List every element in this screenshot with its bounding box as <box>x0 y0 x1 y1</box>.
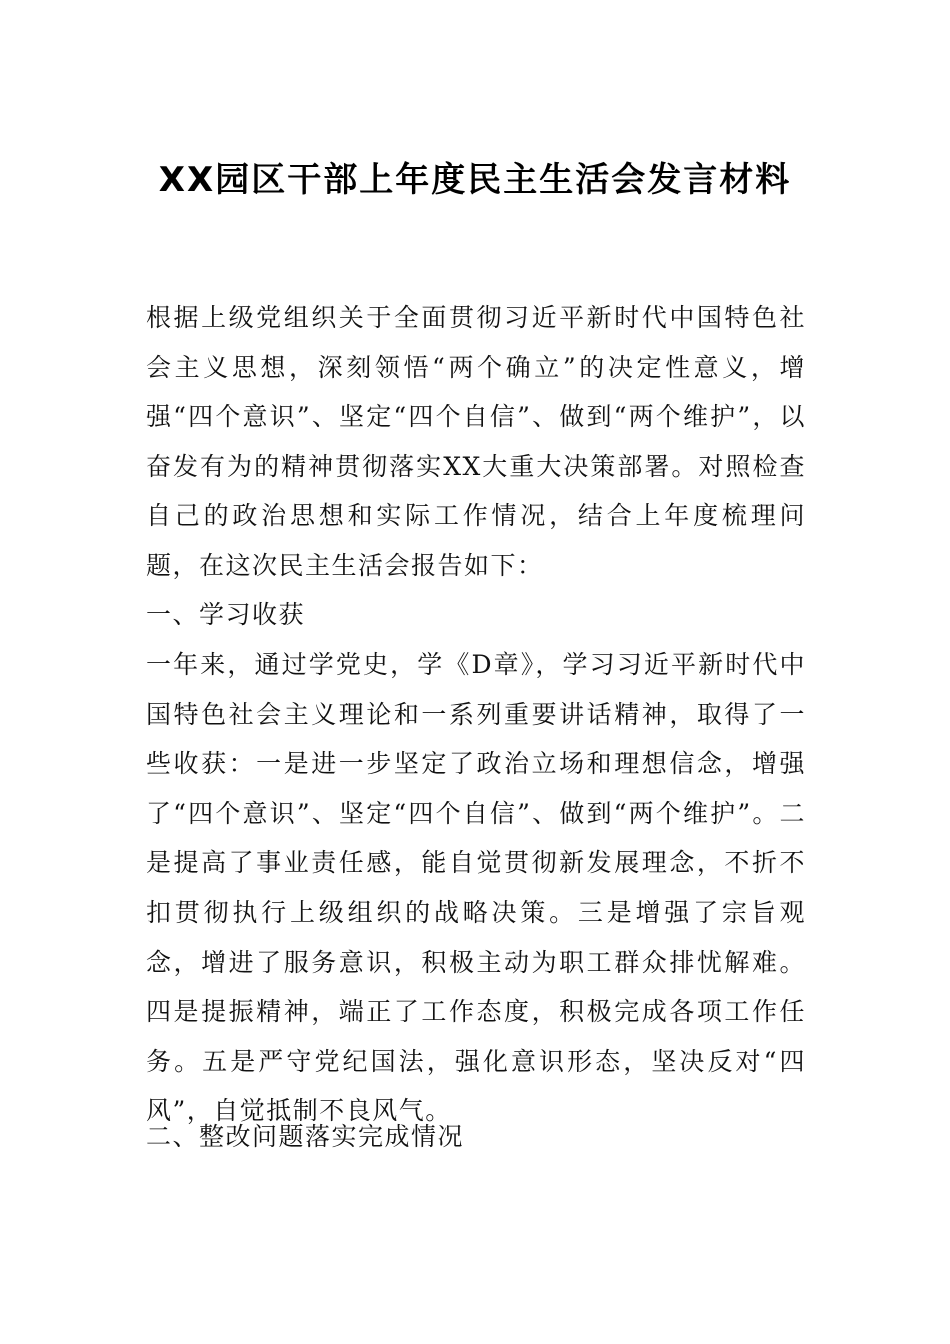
intro-paragraph: 根据上级党组织关于全面贯彻习近平新时代中国特色社会主义思想，深刻领悟“两个确立”的决定性意义，增强“四个意识”、坚定“四个自信”、做到“两个维护”，以奋发有为的精神贯彻落实XX大重大决策部署。对照检查自己的政治思想和实际工作情况，结合上年度梳理问题，在这次民主生活会报告如下： <box>146 303 806 580</box>
section-heading-learning: 一、学习收获 <box>146 600 306 629</box>
section-heading-rectification: 二、整改问题落实完成情况 <box>146 1122 465 1151</box>
learning-paragraph: 一年来，通过学党史，学《D章》，学习习近平新时代中国特色社会主义理论和一系列重要讲话精神，取得了一些收获：一是进一步坚定了政治立场和理想信念，增强了“四个意识”、坚定“四个自信”、做到“两个维护”。二是提高了事业责任感，能自觉贯彻新发展理念，不折不扣贯彻执行上级组织的战略决策。三是增强了宗旨观念，增进了服务意识，积极主动为职工群众排忧解难。四是提振精神，端正了工作态度，积极完成各项工作任务。五是严守党纪国法，强化意识形态，坚决反对“四风”，自觉抵制不良风气。 <box>146 650 806 1126</box>
document-title: XX园区干部上年度民主生活会发言材料 <box>158 160 792 200</box>
